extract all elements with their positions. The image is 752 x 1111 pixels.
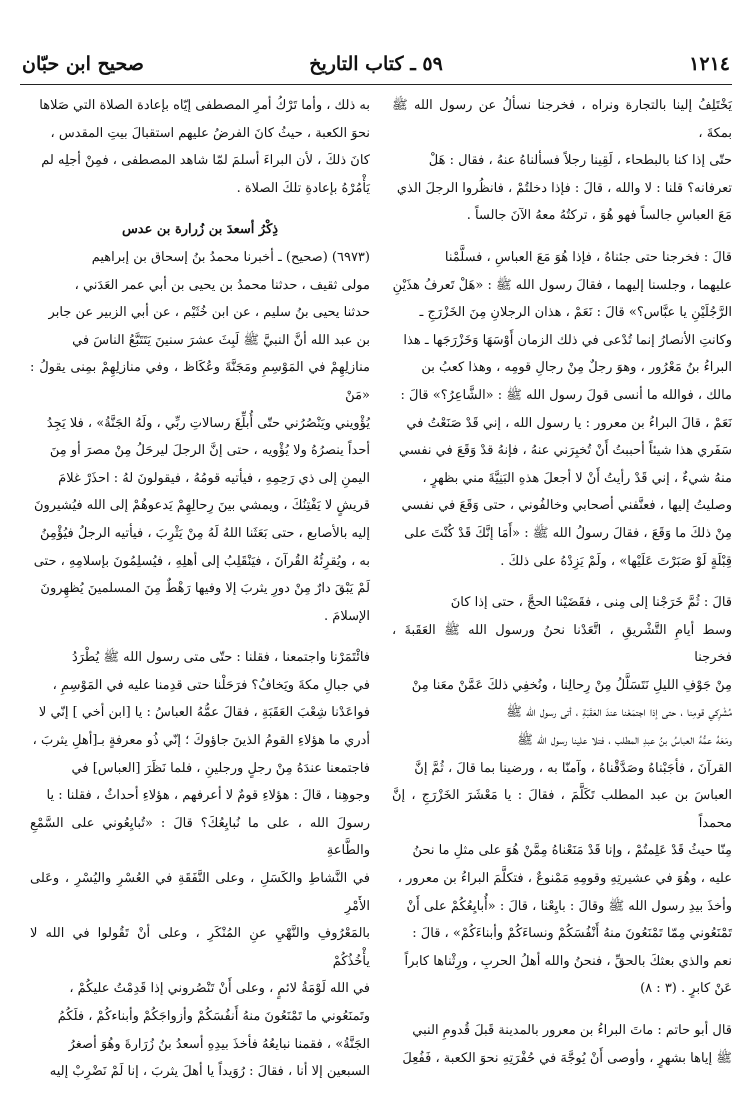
text-line: القرآنَ ، فأجَبْناهُ وصَدَّقْناهُ ، وآمنّا به ، ورضينا بما قالَ ، ثُمَّ إنَّ <box>414 760 732 776</box>
text-line: في النَّشاطِ والكَسَلِ ، وعلى النَّفَقَةِ في العُسْرِ واليُسْرِ ، وعَلى الأَمْرِ <box>30 871 370 914</box>
left-column <box>30 92 370 1086</box>
text-line: مالك ، فوالله ما أنسى قولَ رسول الله ﷺ : «الشَّاعِرُ؟» قالَ : <box>400 387 732 403</box>
text-line: مولى ثقيف ، حدثنا محمدُ بن يحيى بن أبي عمر العَدَني ، <box>74 277 370 293</box>
text-line: عَنْ كابرٍ . (٣ : ٨) <box>640 981 732 997</box>
text-line: تَمْنَعُوني مِمّا تَمْنَعُونَ منهُ أَنْفُسَكُمْ ونساءَكُمْ وأبناءَكُمْ» ، قالَ : <box>412 926 732 942</box>
text-line: عليهما ، وجلسنا إليهما ، فقالَ رسول الله ﷺ : «هَلْ تَعرفُ هذَيْنِ <box>392 277 732 293</box>
text-line: حتّى إذا كنا بالبطحاء ، لَقِينا رجلاً فسألناهُ عنهُ ، فقال : هَلْ <box>428 153 732 169</box>
text-line: به ذلك ، وأما تَرْكُ أمرِ المصطفى إيّاه بإعادة الصلاة التي صَلاها <box>39 98 370 113</box>
text-line: به ، ويُقرِئُهُ القُرآنَ ، فيَنْقَلِبُ إلى أهلِهِ ، فيُسلِمُونَ بإسلامِهِ ، حتى <box>33 553 370 569</box>
text-line: في جبالِ مكةَ ويَخافُ؟ فرَحَلْنا حتى قدِمنا عليه في المَوْسِمِ ، <box>52 677 370 693</box>
text-line: (٦٩٧٣) (صحيح) ـ أخبرنا محمدُ بنُ إسحاق بن إبراهيم <box>91 249 370 265</box>
text-line: لَمْ يَبْقَ دارٌ مِنْ دورِ يثربَ إلا وفيها رَهْطٌ مِنَ المسلمينَ يُظهِرونَ <box>40 581 370 597</box>
text-line: نحوَ الكعبة ، حيثُ كانَ الفرضُ عليهم استقبالَ بيتِ المقدس ، <box>50 125 370 141</box>
page-number: ١٢١٤ <box>689 53 730 75</box>
text-line: في الله لَوْمَةُ لائمٍ ، وعلى أَنْ تَنْصُروني إذا قَدِمْتُ عليكُمْ ، <box>69 981 370 997</box>
text-line: إليه بالأصابع ، حتى بَعَثَنا اللهُ لَهُ مِنْ يَثْرِبَ ، فيأتيه الرجلُ فيُؤْمِنُ <box>39 525 370 541</box>
text-line: يَأْمُرْهُ بإعادةِ تلكَ الصلاة . <box>236 180 370 196</box>
text-line: عليه ، وهُوَ في عشيرتِهِ وقومِهِ مَمْنوعٌ ، فتكلَّمَ البراءُ بن معرور ، <box>397 871 732 887</box>
text-line: يُؤْويني ويَنْصُرُني حتّى أُبلِّغَ رسالاتِ ربِّي ، ولَهُ الجَنَّةُ» ، فلا يَجِدُ <box>46 415 370 431</box>
text-line: وسط أيامِ التَّشْريقِ ، اتَّعَدْنا نحنُ ورسول الله ﷺ العَقَبةَ ، فخرجنا <box>392 622 732 666</box>
text-line: بالمَعْرُوفِ والنَّهْيِ عنِ المُنْكَرِ ، وعلى أنْ تَقُولوا في الله لا يأْخُذُكُمْ <box>30 926 370 969</box>
chapter-title: ٥٩ ـ كتاب التاريخ <box>309 53 443 75</box>
text-line: وتَمنَعُوني ما تَمْنَعُونَ منهُ أَنفُسَكُمْ وأزواجَكُمْ وأبناءكُمْ ، فلَكُمُ <box>57 1009 370 1024</box>
text-line: مِنْ جَوْفِ الليلِ نَتَسَلَّلُ مِنْ رِحالِنا ، ونُخفِي ذلكَ عَمَّنْ معَنا مِنْ <box>411 677 732 693</box>
text-line: ﷺ إياها بشهرٍ ، وأوصى أَنْ يُوجَّهَ في حُفْرَتِهِ نحوَ الكعبة ، فَفُعِلَ <box>402 1050 732 1066</box>
text-line: حدثنا يحيى بنُ سليم ، عن ابن خُثَيْم ، عن أبي الزبير عن جابر <box>48 305 370 321</box>
text-line: رسولَ الله ، على ما نُبايِعُكَ؟ قالَ : «تُبايِعُوني على السَّمْعِ والطَّاعةِ <box>30 815 370 859</box>
text-line: نَعَمْ ، قالَ البراءُ بن معرور : يا رسول الله ، إني قَدْ صَنَعْتُ في <box>406 415 732 431</box>
text-line: ومَعَهُ عمُّهُ العباسُ بنُ عبدِ المطلب ، فتلا علينا رسول الله ﷺ <box>517 733 732 749</box>
text-line: قِبْلَةٍ لَوْ صَبَرْتَ عَلَيْها» ، ولَمْ يَزِدْهُ على ذلكَ . <box>500 553 732 569</box>
text-line: كانَ ذلكَ ، لأن البراءَ أسلمَ لمّا شاهد المصطفى ، فمِنْ أجلِه لم <box>41 153 370 169</box>
text-line: السبعين إلا أنا ، فقالَ : رُوَيداً يا أهلَ يثربَ ، إنا لَمْ نَضْرِبْ إليه <box>49 1064 370 1080</box>
text-line: أحداً ينصرُهُ ولا يُؤْويه ، حتى إنَّ الرجلَ ليرحَلُ مِنْ مصرَ أو مِنَ <box>49 443 370 459</box>
text-line: اليمنِ إلى ذي رَحِمِهِ ، فيأتيه قومُهُ ، فيقولونَ لهُ : احذَرْ غلامَ <box>58 470 370 486</box>
text-line: فواعَدْنا شِعْبَ العَقَبَةِ ، فقالَ عمُّهُ العباسُ : يا [ابن أخي ] إنّي لا <box>38 705 370 721</box>
right-column <box>392 92 732 1072</box>
text-line: منازلِهِمْ في المَوْسِمِ ومَجَنَّةَ وعُكَاظ ، وفي منازلِهِمْ بمِنى يقولُ : «مَنْ <box>30 360 370 403</box>
text-line: يَخْتَلِفُ إلينا بالتجارة ونراه ، فخرجنا نسألُ عن رسول الله ﷺ بمكةَ ، <box>392 98 732 141</box>
text-line: أدري ما هؤلاءِ القومُ الذينَ جاؤوكَ ؛ إنّي ذُو معرفةٍ بـ[أهلِ يثربَ ، <box>32 733 370 749</box>
text-line: تعرفانه؟ قلنا : لا والله ، قالَ : فإذا دخلتُمْ ، فانظُروا الرجلَ الذي <box>396 180 732 196</box>
text-line: وكانتِ الأنصارُ إنما تُدْعى في ذلك الزمان أَوْسَهَا وَخَزْرَجَها ـ هذا <box>403 332 732 348</box>
text-line: قريشٍ لا يَفْتِنُكَ ، ويمشي بينَ رِحالِهِمْ يَدعوهُمْ إلى الله فيُشيرونَ <box>33 498 370 514</box>
text-line: نعم والذي بعثكَ بالحقِّ ، فنحنُ والله أهلُ الحربِ ، ورِثْناها كابراً <box>404 953 732 969</box>
section-heading: ذِكْرُ أسعدَ بن زُرارة بن عدس <box>121 222 279 238</box>
text-line: الإسلامَ . <box>324 608 370 624</box>
text-line: وأخذَ بيدِ رسول الله ﷺ وقالَ : بايِعْنا ، قالَ : «أُبايِعُكُمْ على أَنْ <box>406 898 732 914</box>
text-line: البراءُ بنُ مَعْرُور ، وهوَ رجلٌ مِنْ رجالِ قومِه ، وهذا كعبُ بن <box>421 360 732 376</box>
text-line: وجوهِنا ، قالَ : هؤلاءِ قومٌ لا أعرفهم ، هؤلاءِ أحداثٌ ، فقلنا : يا <box>46 788 370 804</box>
text-line: منهُ شيءٌ ، إني قَدْ رأيتُ أَنْ لا أجعلَ هذهِ البَنِيَّةَ مني بظهرٍ ، <box>422 470 732 486</box>
text-line: قالَ : فخرجنا حتى جئناهُ ، فإذا هُوَ مَعَ العباسِ ، فسلَّمْنا <box>444 249 732 265</box>
text-line: قال أبو حاتم : ماتَ البراءُ بن معرور بالمدينة قَبلَ قُدومِ النبي <box>412 1023 732 1038</box>
text-line: وصليتُ إليها ، فعنَّفني أصحابي وخالفُوني ، حتى وَقَعَ في نفسي <box>401 498 732 514</box>
text-line: العباسَ بن عبد المطلب تَكَلَّمَ ، فقالَ : يا مَعْشَرَ الخَزْرَجِ ، إنَّ محمداً <box>392 788 732 831</box>
text-line: فاجتمعنا عندَهُ مِنْ رجلٍ ورجلينِ ، فلما نَظَرَ [العباس] في <box>71 760 370 776</box>
text-line: قالَ : ثُمَّ خَرَجْنا إلى مِنى ، فقَضَيْنا الحجَّ ، حتى إذا كانَ <box>450 595 732 611</box>
text-line: سَفَري هذا شيئاً أحببتُ أَنْ تُخبِرَني عنهُ ، فإنهُ قدْ وَقَعَ في نفسي <box>398 443 732 459</box>
book-title: صحيح ابن حبّان <box>22 53 144 75</box>
text-line: مَعَ العباسِ جالساً فهو هُوَ ، تركتُهُ معهُ الآنَ جالساً . <box>466 208 732 224</box>
text-line: الجَنَّةُ» ، فقمنا نبايعُهُ فأخذَ بيدِهِ أسعدُ بنُ زُرَارةَ وهُوَ أصغرُ <box>68 1036 370 1052</box>
page-header <box>22 48 730 80</box>
text-line: مِنْ ذلكَ ما وَقَعَ ، فقالَ رسولُ الله ﷺ : «أَمَا إنَّكَ قَدْ كُنْتَ على <box>404 525 732 541</box>
text-line: بن عبد الله أنَّ النبيَّ ﷺ لَبِثَ عشرَ سنينَ يَتَتَبَّعُ الناسَ في <box>72 332 370 348</box>
text-line: مُشْرِكي قومِنا ، حتى إذا اجتمَعْنا عندَ العَقَبَةِ ، أتى رسول الله ﷺ <box>506 705 732 721</box>
text-line: فائْتَمَرْنا واجتمعنا ، فقلنا : حتّى متى رسول الله ﷺ يُطْرَدُ <box>71 650 370 666</box>
text-line: مِنّا حيثُ قَدْ عَلِمتُمْ ، وإنا قَدْ مَنَعْناهُ مِمَّنْ هُوَ على مثلِ ما نحنُ <box>412 843 732 859</box>
text-line: الرَّجُلَيْنِ يا عبَّاس؟» قالَ : نَعَمْ ، هذان الرجلانِ مِنَ الخَزْرَجِ ـ <box>419 305 732 321</box>
header-rule <box>20 84 732 85</box>
